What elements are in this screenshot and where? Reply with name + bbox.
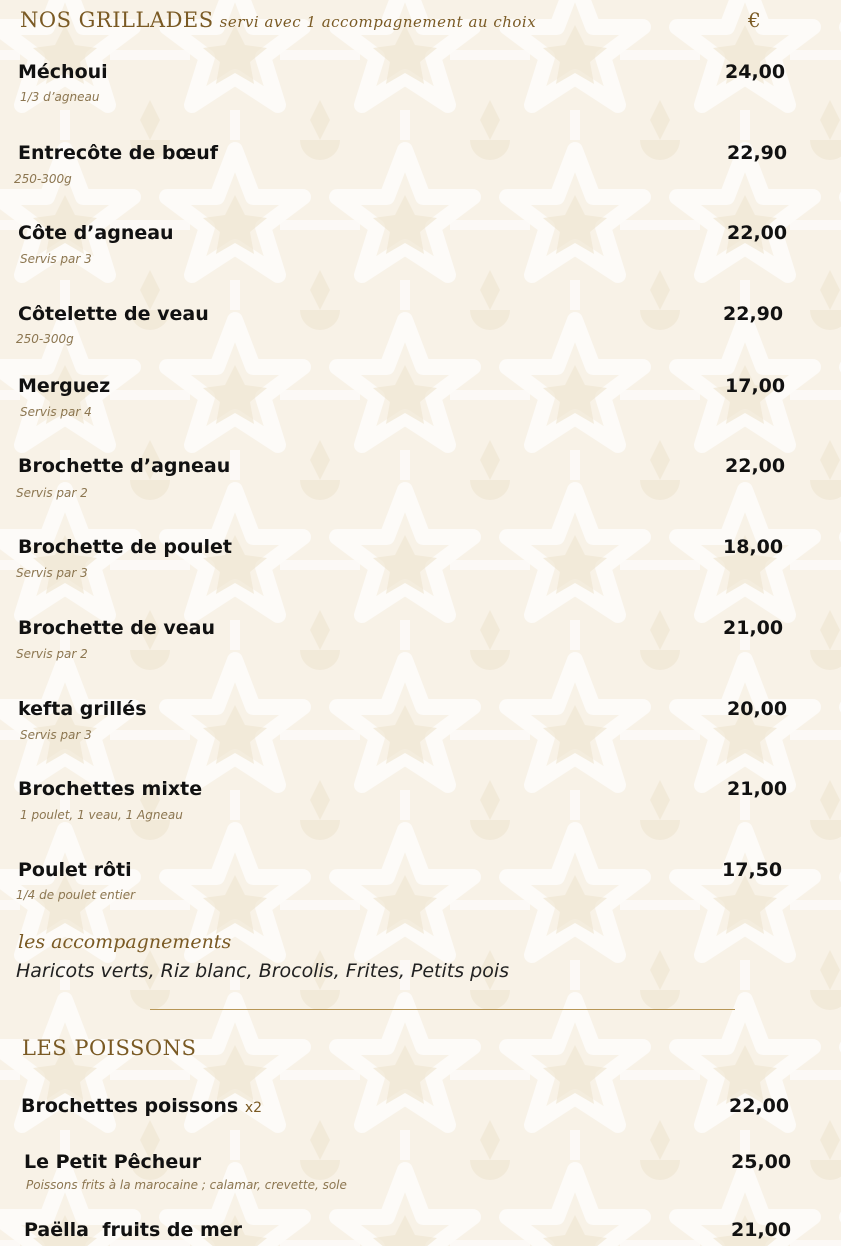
section-divider xyxy=(150,1009,735,1010)
menu-item-price: 22,00 xyxy=(729,1095,790,1117)
menu-item-price: 25,00 xyxy=(731,1151,792,1173)
grillades-subtitle: servi avec 1 accompagnement au choix xyxy=(219,13,537,31)
accompagnements-title: les accompagnements xyxy=(18,931,232,953)
menu-item-name-text: Brochettes poissons xyxy=(21,1095,239,1117)
menu-item-desc: Servis par 3 xyxy=(16,566,88,580)
menu-item-desc: 250-300g xyxy=(16,332,74,346)
menu-item-name: Côtelette de veau xyxy=(18,303,209,325)
menu-item-desc: 250-300g xyxy=(14,172,72,186)
menu-item-name: Côte d’agneau xyxy=(18,222,174,244)
menu-item-qty: x2 xyxy=(244,1100,263,1116)
menu-item-price: 17,00 xyxy=(725,375,786,397)
currency-symbol: € xyxy=(748,8,761,32)
menu-item-price: 21,00 xyxy=(731,1219,792,1241)
section-title-grillades xyxy=(20,8,536,32)
menu-item-price: 18,00 xyxy=(723,536,784,558)
menu-item-name: Brochette de veau xyxy=(18,617,215,639)
menu-item-price: 22,90 xyxy=(727,142,788,164)
menu-item-desc: Servis par 4 xyxy=(20,405,92,419)
menu-item-name: Entrecôte de bœuf xyxy=(18,142,219,164)
menu-item-desc: Servis par 3 xyxy=(20,728,92,742)
accompagnements-list: Haricots verts, Riz blanc, Brocolis, Frites, Petits pois xyxy=(16,960,510,982)
menu-item-name: Poulet rôti xyxy=(18,859,132,881)
menu-item-price: 21,00 xyxy=(723,617,784,639)
menu-item-name: Brochette de poulet xyxy=(18,536,233,558)
menu-item-name: Merguez xyxy=(18,375,111,397)
menu-item-desc: 1 poulet, 1 veau, 1 Agneau xyxy=(20,808,183,822)
menu-item-desc: Poissons frits à la marocaine ; calamar, crevette, sole xyxy=(26,1178,347,1192)
menu-item-desc: Servis par 2 xyxy=(16,647,88,661)
menu-item-name: Méchoui xyxy=(18,61,108,83)
menu-item-price: 20,00 xyxy=(727,698,788,720)
menu-item-name: Le Petit Pêcheur xyxy=(24,1151,202,1173)
menu-item-desc: Servis par 3 xyxy=(20,252,92,266)
menu-item-price: 22,00 xyxy=(727,222,788,244)
section-title-poissons: LES POISSONS xyxy=(22,1036,197,1060)
grillades-title: NOS GRILLADES xyxy=(20,8,214,32)
menu-item-price: 22,00 xyxy=(725,455,786,477)
menu-item-desc: 1/3 d’agneau xyxy=(20,90,100,104)
menu-item-price: 21,00 xyxy=(727,778,788,800)
menu-item-price: 24,00 xyxy=(725,61,786,83)
menu-item-name: Paëlla fruits de mer xyxy=(24,1219,243,1241)
menu-item-desc: 1/4 de poulet entier xyxy=(16,888,136,902)
menu-item-name xyxy=(21,1095,262,1117)
menu-item-name: Brochette d’agneau xyxy=(18,455,231,477)
menu-item-name: Brochettes mixte xyxy=(18,778,203,800)
menu-item-price: 22,90 xyxy=(723,303,784,325)
menu-item-price: 17,50 xyxy=(722,859,783,881)
menu-item-desc: Servis par 2 xyxy=(16,486,88,500)
menu-item-name: kefta grillés xyxy=(18,698,147,720)
